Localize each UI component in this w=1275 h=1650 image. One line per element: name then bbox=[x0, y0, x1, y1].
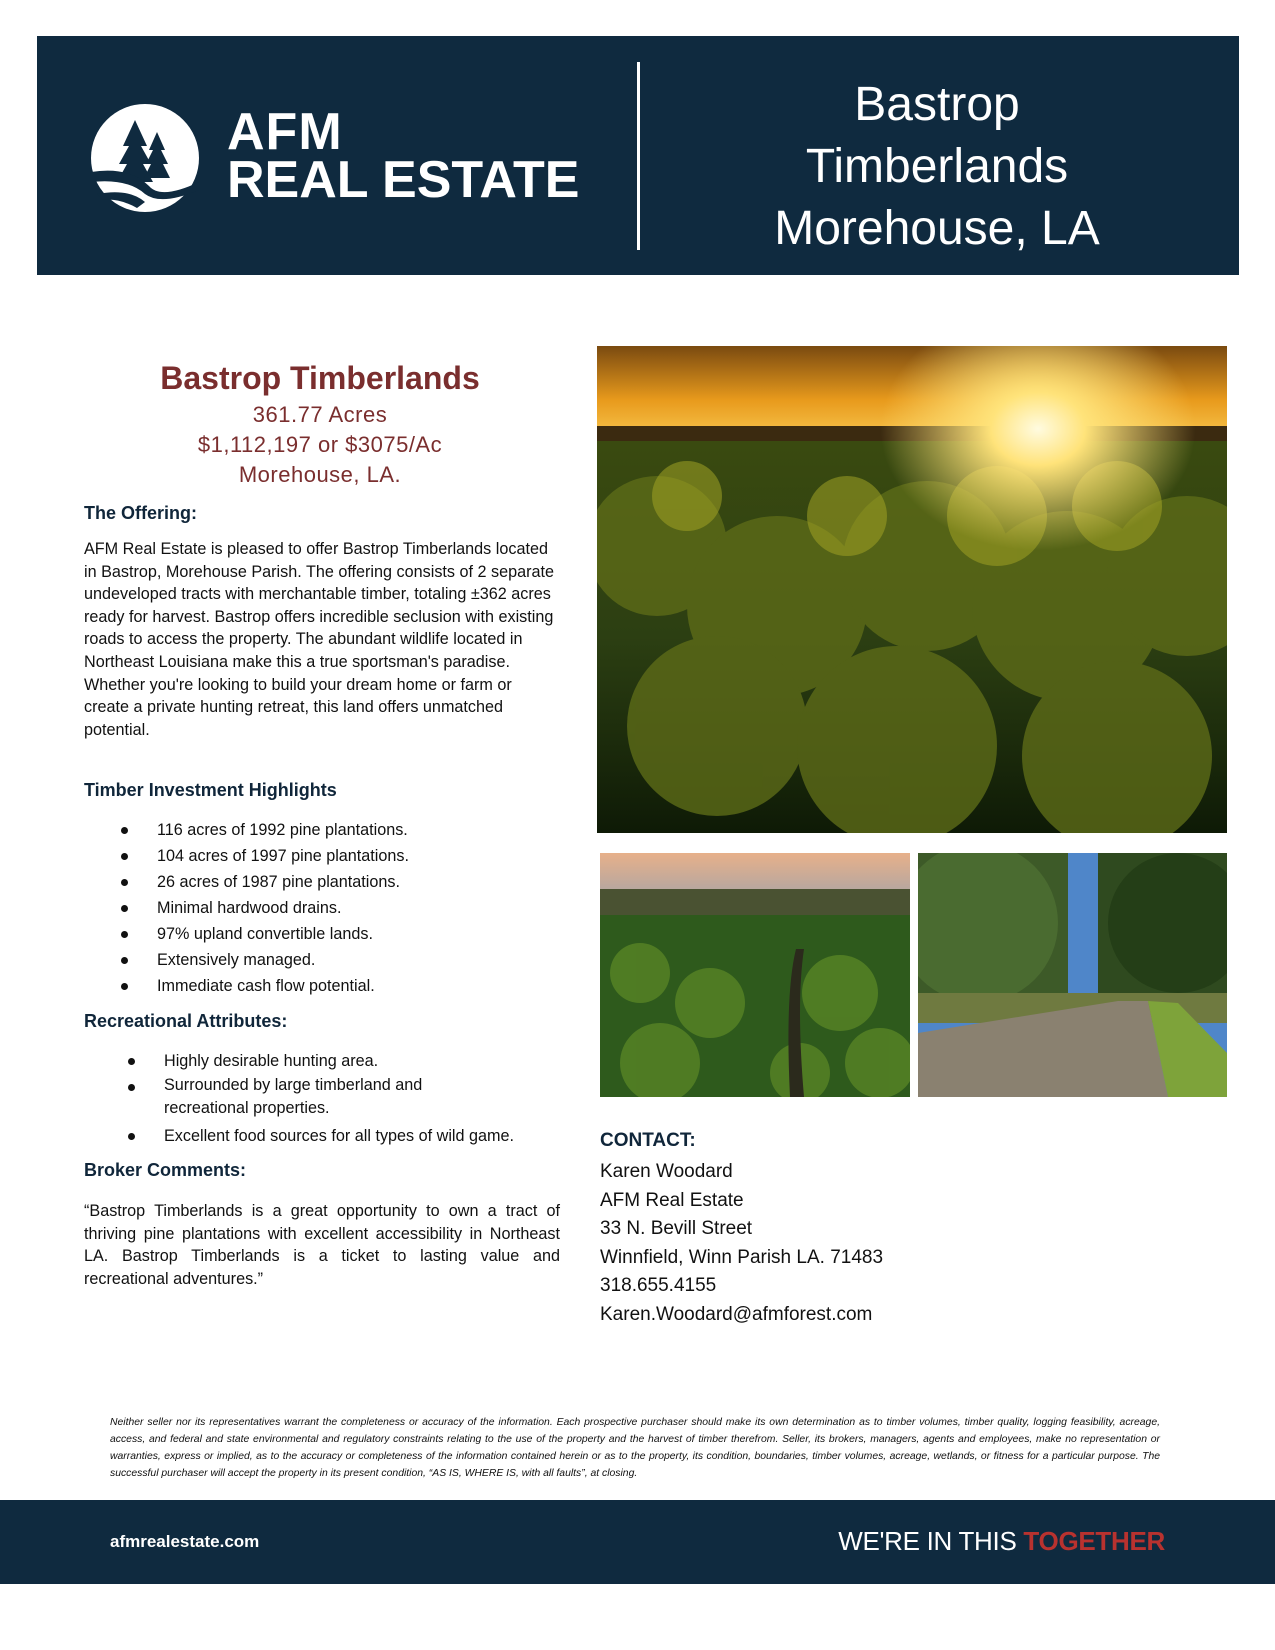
offering-text: AFM Real Estate is pleased to offer Bastrop Timberlands located in Bastrop, Morehouse Parish. The offering consists of 2 separate undeveloped tracts with merchantable timber, totaling ±362 acres ready for harvest. Bastrop offers incredible seclusion with existing roads to access the property. The abundant wildlife located in Northeast Louisiana make this a true sportsman's paradise. Whether you're looking to build your dream home or farm or create a private hunting retreat, this land offers unmatched potential. bbox=[84, 540, 554, 739]
footer-banner bbox=[0, 1500, 1275, 1584]
bullet-icon bbox=[121, 853, 128, 860]
recreation-list bbox=[164, 1048, 564, 1149]
footer-tagline bbox=[838, 1526, 1165, 1557]
list-item-text: Extensively managed. bbox=[157, 951, 316, 969]
contact-name: Karen Woodard bbox=[600, 1161, 733, 1182]
list-item-text: 116 acres of 1992 pine plantations. bbox=[157, 821, 408, 839]
tagline-plain: WE'RE IN THIS bbox=[838, 1526, 1024, 1556]
list-item bbox=[157, 895, 409, 921]
list-item bbox=[157, 921, 409, 947]
header-title bbox=[677, 74, 1197, 260]
list-item bbox=[157, 817, 409, 843]
contact-city: Winnfield, Winn Parish LA. 71483 bbox=[600, 1246, 884, 1268]
logo-line-1: AFM bbox=[227, 103, 343, 161]
list-item-text: Immediate cash flow potential. bbox=[157, 977, 375, 995]
property-acres: 361.77 Acres bbox=[252, 402, 388, 427]
property-price: $1,112,197 or $3075/Ac bbox=[197, 432, 443, 457]
contact-email[interactable]: Karen.Woodard@afmforest.com bbox=[600, 1303, 873, 1325]
aerial-plantation-photo bbox=[600, 853, 910, 1097]
bullet-icon bbox=[121, 931, 128, 938]
list-item bbox=[157, 869, 409, 895]
disclaimer-text: Neither seller nor its representatives warrant the completeness or accuracy of the information. Each prospective purchaser should make its own determination as to timber volumes, timber quality, logging feasibility, acreage, access, and federal and state environmental and regulatory constraints relating to the use of the property and the harvest of timber therefrom. Seller, its brokers, managers, agents and employees, make no representation or warranties, express or implied, as to the accuracy or completeness of the information contained herein or as to the property, its condition, boundaries, timber volumes, acreage, wetlands, or fitness for a particular purpose. The successful purchaser will accept the property in its present condition, “AS IS, WHERE IS, with all faults”, at closing. bbox=[110, 1417, 1160, 1479]
property-location: Morehouse, LA. bbox=[238, 462, 402, 487]
logo-line-2: REAL ESTATE bbox=[227, 151, 580, 209]
bullet-icon bbox=[121, 827, 128, 834]
bullet-icon bbox=[128, 1058, 135, 1065]
list-item bbox=[164, 1123, 564, 1149]
recreation-heading: Recreational Attributes: bbox=[84, 1011, 288, 1031]
list-item-text: Surrounded by large timberland and recreational properties. bbox=[164, 1076, 423, 1117]
gravel-road-photo bbox=[918, 853, 1227, 1097]
afm-logo-icon bbox=[89, 102, 201, 214]
header-divider bbox=[637, 62, 640, 250]
list-item bbox=[164, 1048, 564, 1074]
property-name: Bastrop Timberlands bbox=[160, 360, 480, 396]
contact-company: AFM Real Estate bbox=[600, 1189, 744, 1211]
offering-heading: The Offering: bbox=[84, 503, 197, 523]
list-item-text: Minimal hardwood drains. bbox=[157, 899, 342, 917]
list-item-text: 97% upland convertible lands. bbox=[157, 925, 373, 943]
bullet-icon bbox=[128, 1084, 135, 1091]
list-item-text: 104 acres of 1997 pine plantations. bbox=[157, 847, 409, 865]
list-item bbox=[157, 973, 409, 999]
bullet-icon bbox=[121, 957, 128, 964]
contact-street: 33 N. Bevill Street bbox=[600, 1218, 753, 1240]
bullet-icon bbox=[121, 879, 128, 886]
property-summary bbox=[80, 356, 560, 490]
header-banner bbox=[37, 36, 1239, 275]
bullet-icon bbox=[121, 905, 128, 912]
timber-list bbox=[157, 817, 409, 999]
header-title-line-3: Morehouse, LA bbox=[774, 202, 1100, 255]
logo-wordmark bbox=[227, 103, 580, 209]
contact-details bbox=[600, 1158, 883, 1330]
list-item bbox=[157, 843, 409, 869]
broker-comments-text: “Bastrop Timberlands is a great opportunity to own a tract of thriving pine plantations with excellent accessibility in Northeast LA. Bastrop Timberlands is a ticket to lasting value and recreational adventures.” bbox=[84, 1202, 560, 1288]
list-item-text: 26 acres of 1987 pine plantations. bbox=[157, 873, 400, 891]
sunset-pines-photo bbox=[597, 346, 1227, 833]
timber-heading: Timber Investment Highlights bbox=[84, 780, 337, 800]
header-title-line-1: Bastrop bbox=[854, 78, 1020, 131]
footer-website-link[interactable]: afmrealestate.com bbox=[110, 1532, 260, 1551]
list-item-text: Excellent food sources for all types of wild game. bbox=[164, 1127, 514, 1145]
list-item-text: Highly desirable hunting area. bbox=[164, 1052, 379, 1070]
tagline-accent: TOGETHER bbox=[1023, 1526, 1165, 1556]
list-item bbox=[157, 947, 409, 973]
broker-heading: Broker Comments: bbox=[84, 1160, 247, 1180]
bullet-icon bbox=[128, 1133, 135, 1140]
list-item bbox=[164, 1074, 474, 1123]
header-title-line-2: Timberlands bbox=[805, 140, 1069, 193]
contact-heading: CONTACT: bbox=[600, 1130, 696, 1151]
bullet-icon bbox=[121, 983, 128, 990]
contact-phone[interactable]: 318.655.4155 bbox=[600, 1275, 717, 1297]
